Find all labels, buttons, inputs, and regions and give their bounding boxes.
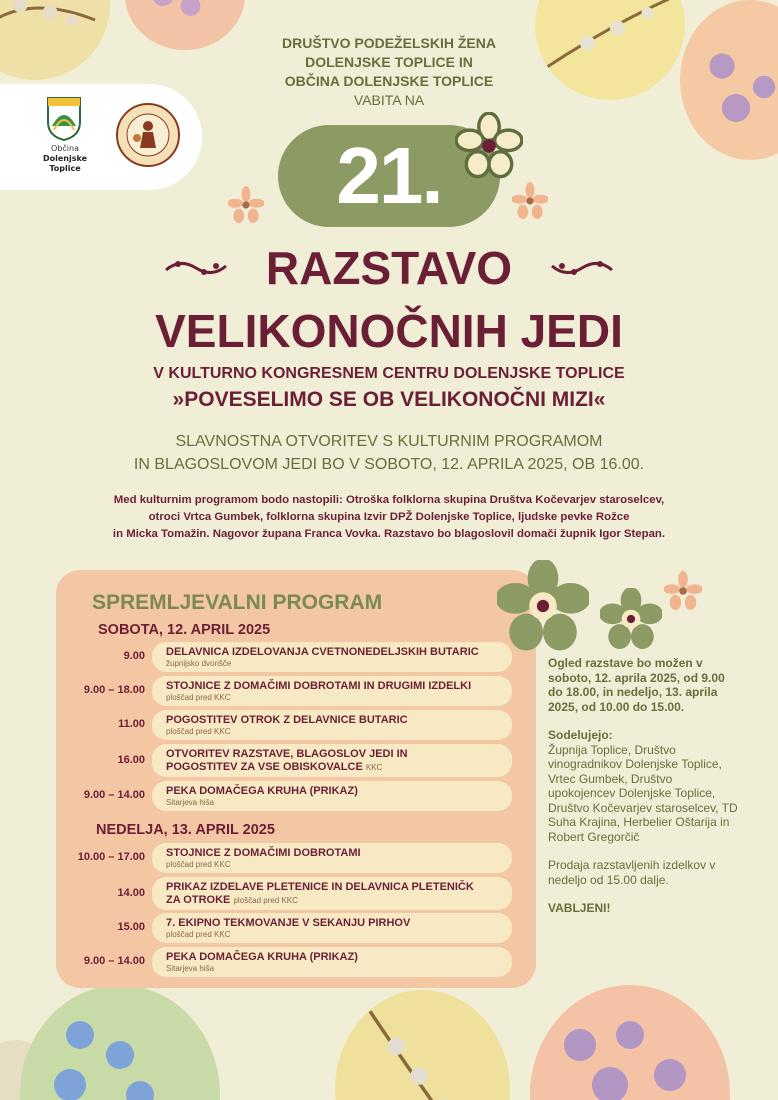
motto: »POVESELIMO SE OB VELIKONOČNI MIZI«: [172, 388, 606, 411]
event-time: 15.00: [117, 921, 145, 933]
event-title: POGOSTITEV OTROK Z DELAVNICE BUTARIC: [166, 714, 408, 726]
event-time: 9.00 – 14.00: [83, 789, 145, 801]
side-info: [548, 656, 738, 930]
event-title: PEKA DOMAČEGA KRUHA (PRIKAZ): [166, 951, 358, 963]
municipality-crest-icon: [46, 96, 82, 142]
welcome-text: VABLJENI!: [548, 901, 611, 915]
exhibition-hours: Ogled razstave bo možen v soboto, 12. aprila 2025, od 9.00 do 18.00, in nedeljo, 13. aprila 2025, od 10.00 do 15.00.: [548, 656, 725, 714]
organizers-heading: DRUŠTVO PODEŽELSKIH ŽENA DOLENJSKE TOPLICE IN OBČINA DOLENJSKE TOPLICE VABITA NA: [282, 35, 496, 108]
event-pill: [152, 877, 512, 910]
event-time: 14.00: [117, 887, 145, 899]
edition-number: 21.: [278, 125, 500, 227]
participants-heading: Sodelujejo:: [548, 728, 613, 742]
large-flower-icon: [497, 560, 589, 652]
event-pill: [152, 781, 512, 811]
title-line1: RAZSTAVO: [265, 242, 513, 294]
easter-egg-decoration: [335, 990, 510, 1100]
event-title: ZA OTROKE: [166, 894, 231, 906]
municipality-name: Občina Dolenjske Toplice: [42, 144, 88, 173]
event-time: 9.00: [123, 650, 145, 662]
event-title: STOJNICE Z DOMAČIMI DOBROTAMI: [166, 847, 361, 859]
easter-egg-decoration: [20, 985, 220, 1100]
event-pill: [152, 676, 512, 706]
event-place: Sitarjeva hiša: [166, 798, 215, 807]
small-flower-icon: [228, 185, 264, 225]
event-time: 11.00: [118, 718, 145, 730]
event-title: POGOSTITEV ZA VSE OBISKOVALCE: [166, 761, 363, 773]
title-line2: VELIKONOČNIH JEDI: [155, 305, 623, 357]
event-title: DELAVNICA IZDELOVANJA CVETNONEDELJSKIH BUTARIC: [166, 646, 479, 658]
women-society-seal-icon: [115, 102, 181, 168]
event-place: župnijsko dvorišče: [166, 659, 232, 668]
event-place: ploščad pred KKC: [166, 860, 231, 869]
event-time: 9.00 – 18.00: [83, 684, 145, 696]
small-flower-icon: [664, 570, 702, 612]
easter-egg-decoration: [680, 0, 778, 160]
event-title: 7. EKIPNO TEKMOVANJE V SEKANJU PIRHOV: [166, 917, 411, 929]
event-title: OTVORITEV RAZSTAVE, BLAGOSLOV JEDI IN: [166, 748, 408, 760]
event-time: 10.00 – 17.00: [77, 851, 145, 863]
event-pill: [152, 642, 512, 672]
event-time: 9.00 – 14.00: [83, 955, 145, 967]
venue: V KULTURNO KONGRESNEM CENTRU DOLENJSKE TOPLICE: [153, 365, 625, 382]
event-place: ploščad pred KKC: [233, 896, 298, 905]
event-pill: [152, 843, 512, 873]
event-title: STOJNICE Z DOMAČIMI DOBROTAMI IN DRUGIMI IZDELKI: [166, 680, 472, 692]
sunday-heading: NEDELJA, 13. APRIL 2025: [96, 822, 275, 838]
saturday-heading: SOBOTA, 12. APRIL 2025: [98, 622, 271, 638]
event-place: ploščad pred KKC: [166, 727, 231, 736]
sale-info: Prodaja razstavljenih izdelkov v nedeljo od 15.00 dalje.: [548, 858, 716, 887]
flower-icon: [455, 112, 523, 180]
event-pill: [152, 744, 512, 777]
event-place: Sitarjeva hiša: [166, 964, 215, 973]
participants-list: Župnija Toplice, Društvo vinogradnikov Dolenjske Toplice, Vrtec Gumbek, Društvo upokojencev Dolenjske Toplice, Društvo Kočevarjev staroselcev, TD Suha Krajina, Herbelier Oštarija in Robert Gregorčič: [548, 742, 738, 844]
flower-icon: [600, 588, 662, 650]
event-title: PRIKAZ IZDELAVE PLETENICE IN DELAVNICA PLETENIČK: [166, 881, 474, 893]
opening-announcement: SLAVNOSTNA OTVORITEV S KULTURNIM PROGRAMOM IN BLAGOSLOVOM JEDI BO V SOBOTO, 12. APRILA 2025, OB 16.00.: [133, 433, 645, 473]
event-time: 16.00: [117, 754, 145, 766]
easter-egg-decoration: [530, 985, 730, 1100]
program-title: SPREMLJEVALNI PROGRAM: [92, 591, 383, 614]
event-place: ploščad pred KKC: [166, 930, 231, 939]
event-pill: [152, 710, 512, 740]
event-title: PEKA DOMAČEGA KRUHA (PRIKAZ): [166, 785, 358, 797]
event-place: ploščad pred KKC: [166, 693, 231, 702]
event-place: KKC: [365, 763, 383, 772]
event-pill: [152, 913, 512, 943]
cultural-program-intro: Med kulturnim programom bodo nastopili: Otroška folklorna skupina Društva Kočevarjev staroselcev, otroci Vrtca Gumbek, folklorna skupina Izvir DPŽ Dolenjske Toplice, ljudske pevke Rožce in Micka Tomažin. Nagovor župana Franca Vovka. Razstavo bo blagoslovil domači župnik Igor Stepan.: [112, 494, 666, 540]
small-flower-icon: [512, 181, 548, 221]
easter-egg-decoration: [0, 0, 110, 80]
event-pill: [152, 947, 512, 977]
